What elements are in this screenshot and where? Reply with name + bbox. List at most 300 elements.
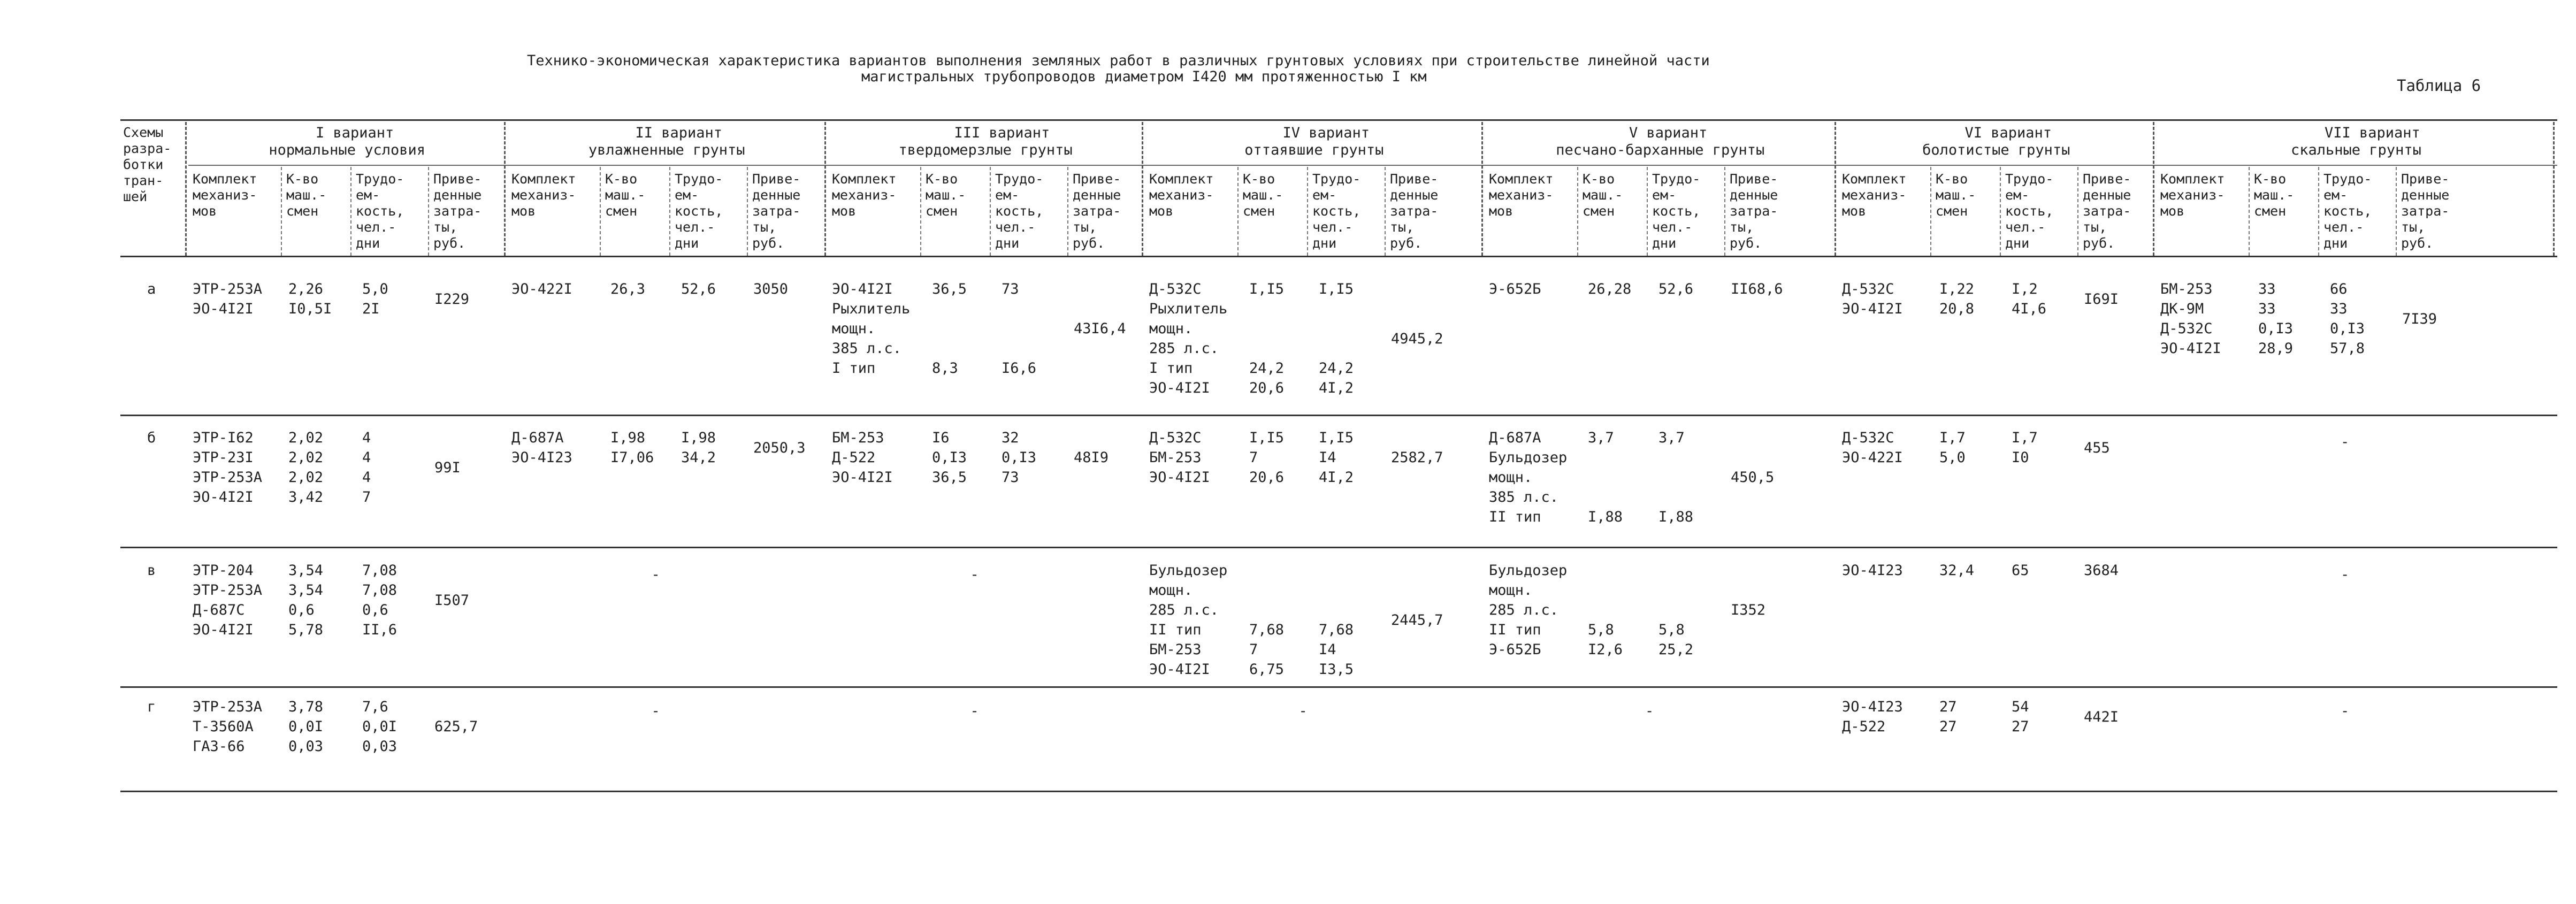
cell-complex: 285 л.с.: [1149, 602, 1219, 618]
cell-cost: 625,7: [434, 718, 478, 735]
cell-labor: I4: [1319, 449, 1336, 466]
col-header-labor: кость,: [356, 203, 404, 219]
cell-count: 3,42: [288, 489, 324, 505]
group-separator: [185, 122, 187, 256]
subcol-separator: [2000, 167, 2001, 256]
header-bottom-rule: [120, 256, 2557, 257]
table-number: Таблица 6: [2397, 76, 2481, 95]
col-header-cost: ты,: [2083, 219, 2107, 235]
cell-labor: I,2: [2012, 281, 2038, 297]
col-header-labor: кость,: [2005, 203, 2054, 219]
cell-labor: I,I5: [1319, 430, 1354, 446]
cell-complex: II тип: [1489, 509, 1541, 525]
cell-cost: 2445,7: [1391, 611, 1443, 629]
col-header-complex: Комплект: [1149, 171, 1214, 187]
col-header-labor: дни: [356, 235, 380, 251]
col-header-count: маш.-: [1583, 187, 1623, 203]
cell-count: 7: [1249, 641, 1258, 658]
cell-count: I,I5: [1249, 281, 1285, 297]
cell-count: 3,54: [288, 562, 324, 579]
col-header-complex: Комплект: [1842, 171, 1907, 187]
cell-cost: 2050,3: [753, 439, 806, 456]
cell-complex: ЭТР-I62: [193, 430, 254, 446]
cell-empty-dash: -: [1298, 703, 1308, 719]
subcol-separator: [669, 167, 670, 256]
group-separator: [1481, 122, 1483, 256]
cell-complex: Д-532С: [1842, 430, 1894, 446]
col-header-cost: затра-: [1730, 203, 1778, 219]
cell-count: 32,4: [1939, 562, 1975, 579]
cell-labor: 32: [1002, 430, 1019, 446]
col-header-count: смен: [2254, 203, 2287, 219]
cell-count: 6,75: [1249, 661, 1285, 678]
cell-complex: Д-532С: [1149, 281, 1202, 297]
cell-cost: I229: [434, 290, 470, 308]
col-header-cost: денные: [2401, 187, 2450, 203]
col-header-complex: мов: [1149, 203, 1174, 219]
subcol-separator: [1067, 167, 1068, 256]
cell-complex: БМ-253: [1149, 449, 1202, 466]
subcol-separator: [747, 167, 748, 256]
row-separator: [120, 415, 2557, 416]
cell-count: I,98: [610, 430, 646, 446]
table-title-line2: магистральных трубопроводов диаметром I420 мм протяженностью I км: [861, 68, 1427, 85]
cell-complex: ЭО-4I2I: [193, 622, 254, 638]
schema-header: Схемы: [123, 125, 164, 140]
cell-labor: I0: [2012, 449, 2029, 466]
col-header-cost: руб.: [2401, 235, 2434, 251]
cell-count: 24,2: [1249, 360, 1285, 377]
cell-count: 5,78: [288, 622, 324, 638]
cell-count: I7,06: [610, 449, 654, 466]
col-header-labor: Трудо-: [995, 171, 1044, 187]
col-header-complex: мов: [1842, 203, 1867, 219]
variant-4-title: IV вариант: [1282, 125, 1370, 141]
cell-cost: I69I: [2084, 290, 2119, 308]
cell-empty-dash: -: [2341, 434, 2350, 450]
cell-labor: 65: [2012, 562, 2029, 579]
col-header-complex: механиз-: [1149, 187, 1214, 203]
cell-complex: 385 л.с.: [1489, 489, 1559, 505]
variant-5-title: V вариант: [1629, 125, 1708, 141]
group-separator: [1142, 122, 1143, 256]
col-header-labor: кость,: [675, 203, 723, 219]
subcol-separator: [2396, 167, 2397, 256]
variant-2-soil: увлажненные грунты: [588, 142, 745, 158]
col-header-cost: затра-: [2401, 203, 2450, 219]
cell-complex: ЭТР-253А: [193, 469, 263, 486]
cell-labor: 25,2: [1658, 641, 1694, 658]
cell-count: 7,68: [1249, 622, 1285, 638]
col-header-cost: денные: [1073, 187, 1121, 203]
cell-complex: ЭО-4I2I: [1149, 661, 1210, 678]
cell-labor: 2I: [362, 301, 380, 317]
col-header-complex: мов: [193, 203, 217, 219]
col-header-labor: ем-: [1312, 187, 1337, 203]
col-header-cost: денные: [752, 187, 801, 203]
col-header-cost: ты,: [433, 219, 458, 235]
col-header-count: маш.-: [605, 187, 646, 203]
cell-complex: мощн.: [1489, 582, 1533, 599]
row-schema-label: б: [147, 430, 156, 446]
cell-complex: ЭТР-253А: [193, 699, 263, 715]
cell-complex: ЭТР-253А: [193, 281, 263, 297]
col-header-complex: механиз-: [511, 187, 576, 203]
col-header-count: К-во: [1243, 171, 1275, 187]
cell-empty-dash: -: [651, 566, 660, 583]
cell-complex: Д-532С: [2160, 320, 2213, 337]
cell-count: 26,28: [1588, 281, 1632, 297]
col-header-complex: механиз-: [193, 187, 257, 203]
cell-labor: I4: [1319, 641, 1336, 658]
col-header-count: К-во: [286, 171, 319, 187]
col-header-complex: Комплект: [1489, 171, 1554, 187]
col-header-labor: кость,: [1652, 203, 1701, 219]
subcol-separator: [2077, 167, 2078, 256]
col-header-complex: механиз-: [1489, 187, 1554, 203]
cell-count: 36,5: [932, 281, 967, 297]
cell-complex: ЭТР-23I: [193, 449, 254, 466]
cell-labor: II,6: [362, 622, 398, 638]
cell-complex: I тип: [1149, 360, 1193, 377]
cell-cost: 3050: [753, 281, 789, 297]
cell-complex: ЭО-4I2I: [2160, 340, 2221, 357]
schema-header: разра-: [123, 141, 172, 156]
cell-cost: 450,5: [1731, 469, 1775, 486]
col-header-labor: дни: [675, 235, 699, 251]
cell-complex: ЭТР-204: [193, 562, 254, 579]
cell-count: I6: [932, 430, 950, 446]
col-header-labor: Трудо-: [2323, 171, 2372, 187]
col-header-count: К-во: [1583, 171, 1615, 187]
cell-complex: мощн.: [832, 320, 876, 337]
cell-complex: Бульдозер: [1489, 449, 1568, 466]
row-separator: [120, 686, 2557, 688]
cell-complex: ЭО-422I: [1842, 449, 1903, 466]
col-header-complex: мов: [2160, 203, 2185, 219]
cell-count: 33: [2258, 301, 2276, 317]
col-header-cost: затра-: [752, 203, 801, 219]
cell-complex: Бульдозер: [1149, 562, 1228, 579]
cell-complex: Э-652Б: [1489, 641, 1541, 658]
cell-complex: ЭТР-253А: [193, 582, 263, 599]
cell-complex: ГАЗ-66: [193, 738, 245, 755]
col-header-count: маш.-: [1936, 187, 1976, 203]
col-header-count: смен: [1583, 203, 1615, 219]
cell-count: 20,6: [1249, 380, 1285, 396]
col-header-cost: денные: [2083, 187, 2131, 203]
cell-labor: 0,I3: [1002, 449, 1037, 466]
cell-empty-dash: -: [970, 566, 979, 583]
col-header-cost: затра-: [1390, 203, 1439, 219]
cell-labor: 52,6: [1658, 281, 1694, 297]
col-header-labor: ем-: [2005, 187, 2030, 203]
cell-count: 7: [1249, 449, 1258, 466]
cell-cost: 455: [2084, 439, 2110, 456]
cell-labor: 24,2: [1319, 360, 1354, 377]
col-header-cost: руб.: [2083, 235, 2115, 251]
col-header-count: смен: [1243, 203, 1275, 219]
col-header-count: смен: [1936, 203, 1968, 219]
header-mid-rule: [188, 165, 2557, 166]
group-separator: [2153, 122, 2154, 256]
cell-labor: 66: [2330, 281, 2348, 297]
cell-complex: мощн.: [1149, 320, 1193, 337]
cell-count: 0,6: [288, 602, 315, 618]
cell-count: 3,54: [288, 582, 324, 599]
cell-labor: 34,2: [681, 449, 716, 466]
cell-complex: ЭО-422I: [511, 281, 572, 297]
subcol-separator: [1577, 167, 1578, 256]
subcol-separator: [920, 167, 921, 256]
cell-complex: Д-522: [1842, 718, 1886, 735]
col-header-labor: дни: [2323, 235, 2348, 251]
col-header-count: смен: [605, 203, 638, 219]
cell-count: 28,9: [2258, 340, 2294, 357]
cell-labor: I,98: [681, 430, 716, 446]
col-header-cost: Приве-: [1073, 171, 1121, 187]
col-header-cost: Приве-: [1390, 171, 1439, 187]
cell-count: 27: [1939, 699, 1957, 715]
cell-empty-dash: -: [2341, 566, 2350, 583]
col-header-labor: дни: [1312, 235, 1337, 251]
cell-complex: мощн.: [1149, 582, 1193, 599]
subcol-separator: [990, 167, 991, 256]
cell-count: 3,78: [288, 699, 324, 715]
cell-cost: 7I39: [2402, 310, 2437, 327]
cell-complex: ЭО-4I23: [511, 449, 572, 466]
group-separator: [2553, 122, 2555, 256]
subcol-separator: [2249, 167, 2250, 256]
subcol-separator: [1930, 167, 1931, 256]
cell-labor: I,88: [1658, 509, 1694, 525]
cell-labor: 52,6: [681, 281, 716, 297]
variant-7-soil: скальные грунты: [2291, 142, 2421, 158]
cell-count: I,88: [1588, 509, 1623, 525]
cell-complex: ЭО-4I2I: [1842, 301, 1903, 317]
col-header-labor: кость,: [1312, 203, 1361, 219]
group-separator: [504, 122, 506, 256]
cell-complex: Д-522: [832, 449, 876, 466]
cell-cost: 48I9: [1074, 449, 1109, 466]
col-header-labor: Трудо-: [1652, 171, 1701, 187]
cell-complex: БМ-253: [2160, 281, 2213, 297]
variant-7-title: VII вариант: [2325, 125, 2420, 141]
cell-labor: 4: [362, 469, 371, 486]
cell-cost: 442I: [2084, 708, 2119, 725]
cell-complex: 285 л.с.: [1149, 340, 1219, 357]
variant-2-title: II вариант: [635, 125, 723, 141]
variant-4-soil: оттаявшие грунты: [1244, 142, 1384, 158]
col-header-labor: чел.-: [995, 219, 1036, 235]
cell-complex: БМ-253: [1149, 641, 1202, 658]
cell-labor: 73: [1002, 469, 1019, 486]
cell-labor: 57,8: [2330, 340, 2365, 357]
cell-complex: ДК-9М: [2160, 301, 2204, 317]
col-header-labor: ем-: [2323, 187, 2348, 203]
cell-labor: 7,08: [362, 562, 398, 579]
col-header-labor: чел.-: [2323, 219, 2364, 235]
col-header-labor: Трудо-: [356, 171, 404, 187]
cell-count: I,7: [1939, 430, 1966, 446]
cell-count: 0,I3: [932, 449, 967, 466]
variant-1-title: I вариант: [316, 125, 394, 141]
row-schema-label: а: [147, 281, 156, 297]
subcol-separator: [281, 167, 282, 256]
col-header-count: смен: [926, 203, 958, 219]
col-header-cost: Приве-: [433, 171, 482, 187]
cell-labor: 7,68: [1319, 622, 1354, 638]
cell-labor: 4I,6: [2012, 301, 2047, 317]
cell-complex: I тип: [832, 360, 876, 377]
cell-count: 0,I3: [2258, 320, 2294, 337]
header-top-rule: [120, 119, 2557, 121]
col-header-complex: механиз-: [1842, 187, 1907, 203]
col-header-cost: денные: [1730, 187, 1778, 203]
subcol-separator: [1385, 167, 1386, 256]
col-header-labor: чел.-: [356, 219, 396, 235]
cell-empty-dash: -: [651, 703, 660, 719]
cell-count: 5,8: [1588, 622, 1614, 638]
col-header-cost: руб.: [1390, 235, 1423, 251]
cell-labor: 7,08: [362, 582, 398, 599]
col-header-count: К-во: [605, 171, 638, 187]
subcol-separator: [1724, 167, 1725, 256]
col-header-cost: Приве-: [752, 171, 801, 187]
col-header-labor: чел.-: [1312, 219, 1353, 235]
cell-count: 2,02: [288, 449, 324, 466]
col-header-complex: механиз-: [832, 187, 897, 203]
cell-empty-dash: -: [2341, 703, 2350, 719]
row-separator: [120, 547, 2557, 548]
cell-empty-dash: -: [970, 703, 979, 719]
col-header-count: смен: [286, 203, 319, 219]
col-header-count: маш.-: [286, 187, 327, 203]
cell-cost: 43I6,4: [1074, 320, 1126, 337]
cell-labor: I6,6: [1002, 360, 1037, 377]
group-separator: [824, 122, 826, 256]
cell-cost: 3684: [2084, 562, 2119, 579]
col-header-labor: Трудо-: [1312, 171, 1361, 187]
cell-labor: 33: [2330, 301, 2348, 317]
col-header-count: К-во: [1936, 171, 1968, 187]
cell-count: 2,02: [288, 469, 324, 486]
col-header-cost: руб.: [1730, 235, 1762, 251]
col-header-complex: Комплект: [511, 171, 576, 187]
col-header-labor: ем-: [356, 187, 380, 203]
cell-complex: мощн.: [1489, 469, 1533, 486]
cell-count: 26,3: [610, 281, 646, 297]
cell-count: 0,03: [288, 738, 324, 755]
col-header-cost: руб.: [1073, 235, 1105, 251]
variant-3-soil: твердомерзлые грунты: [898, 142, 1073, 158]
cell-labor: 4I,2: [1319, 380, 1354, 396]
col-header-cost: Приве-: [1730, 171, 1778, 187]
col-header-cost: ты,: [1730, 219, 1754, 235]
cell-count: 5,0: [1939, 449, 1966, 466]
col-header-cost: Приве-: [2401, 171, 2450, 187]
cell-empty-dash: -: [1645, 703, 1654, 719]
col-header-labor: дни: [2005, 235, 2030, 251]
cell-complex: БМ-253: [832, 430, 884, 446]
table-bottom-rule: [120, 791, 2557, 792]
cell-complex: Д-532С: [1149, 430, 1202, 446]
cell-cost: 99I: [434, 459, 461, 476]
cell-count: I,22: [1939, 281, 1975, 297]
col-header-labor: кость,: [2323, 203, 2372, 219]
variant-5-soil: песчано-барханные грунты: [1556, 142, 1765, 158]
cell-count: 8,3: [932, 360, 958, 377]
col-header-cost: руб.: [752, 235, 785, 251]
col-header-labor: кость,: [995, 203, 1044, 219]
cell-complex: ЭО-4I2I: [1149, 469, 1210, 486]
variant-6-soil: болотистые грунты: [1922, 142, 2070, 158]
cell-complex: II тип: [1149, 622, 1202, 638]
schema-header: ботки: [123, 157, 164, 172]
cell-labor: 0,I3: [2330, 320, 2365, 337]
subcol-separator: [1647, 167, 1648, 256]
cell-cost: I507: [434, 592, 470, 609]
subcol-separator: [600, 167, 601, 256]
cell-complex: ЭО-4I2I: [193, 301, 254, 317]
cell-labor: 4I,2: [1319, 469, 1354, 486]
cell-complex: 285 л.с.: [1489, 602, 1559, 618]
cell-labor: I,7: [2012, 430, 2038, 446]
cell-complex: ЭО-4I2I: [1149, 380, 1210, 396]
cell-labor: 4: [362, 449, 371, 466]
cell-complex: Бульдозер: [1489, 562, 1568, 579]
col-header-labor: чел.-: [2005, 219, 2046, 235]
col-header-labor: Трудо-: [2005, 171, 2054, 187]
subcol-separator: [350, 167, 351, 256]
cell-complex: ЭО-4I23: [1842, 699, 1903, 715]
col-header-complex: мов: [1489, 203, 1514, 219]
col-header-complex: мов: [832, 203, 857, 219]
col-header-cost: денные: [433, 187, 482, 203]
cell-labor: 27: [2012, 718, 2029, 735]
cell-complex: ЭО-4I2I: [193, 489, 254, 505]
subcol-separator: [1237, 167, 1239, 256]
cell-count: 27: [1939, 718, 1957, 735]
col-header-cost: ты,: [1390, 219, 1415, 235]
col-header-complex: Комплект: [832, 171, 897, 187]
col-header-labor: дни: [995, 235, 1020, 251]
variant-3-title: III вариант: [954, 125, 1050, 141]
col-header-count: маш.-: [926, 187, 966, 203]
cell-count: 36,5: [932, 469, 967, 486]
col-header-labor: ем-: [675, 187, 699, 203]
col-header-cost: ты,: [1073, 219, 1097, 235]
schema-header: тран-: [123, 173, 164, 188]
cell-labor: 5,0: [362, 281, 388, 297]
cell-labor: 0,0I: [362, 718, 398, 735]
cell-labor: 73: [1002, 281, 1019, 297]
cell-count: 20,6: [1249, 469, 1285, 486]
subcol-separator: [428, 167, 429, 256]
cell-cost: 2582,7: [1391, 449, 1443, 466]
cell-complex: 385 л.с.: [832, 340, 902, 357]
col-header-cost: ты,: [752, 219, 777, 235]
col-header-count: К-во: [926, 171, 958, 187]
cell-labor: 3,7: [1658, 430, 1685, 446]
cell-complex: II тип: [1489, 622, 1541, 638]
subcol-separator: [1307, 167, 1308, 256]
cell-count: 3,7: [1588, 430, 1614, 446]
cell-labor: 7,6: [362, 699, 388, 715]
row-schema-label: г: [147, 699, 156, 715]
col-header-labor: чел.-: [675, 219, 715, 235]
cell-complex: Рыхлитель: [1149, 301, 1228, 317]
